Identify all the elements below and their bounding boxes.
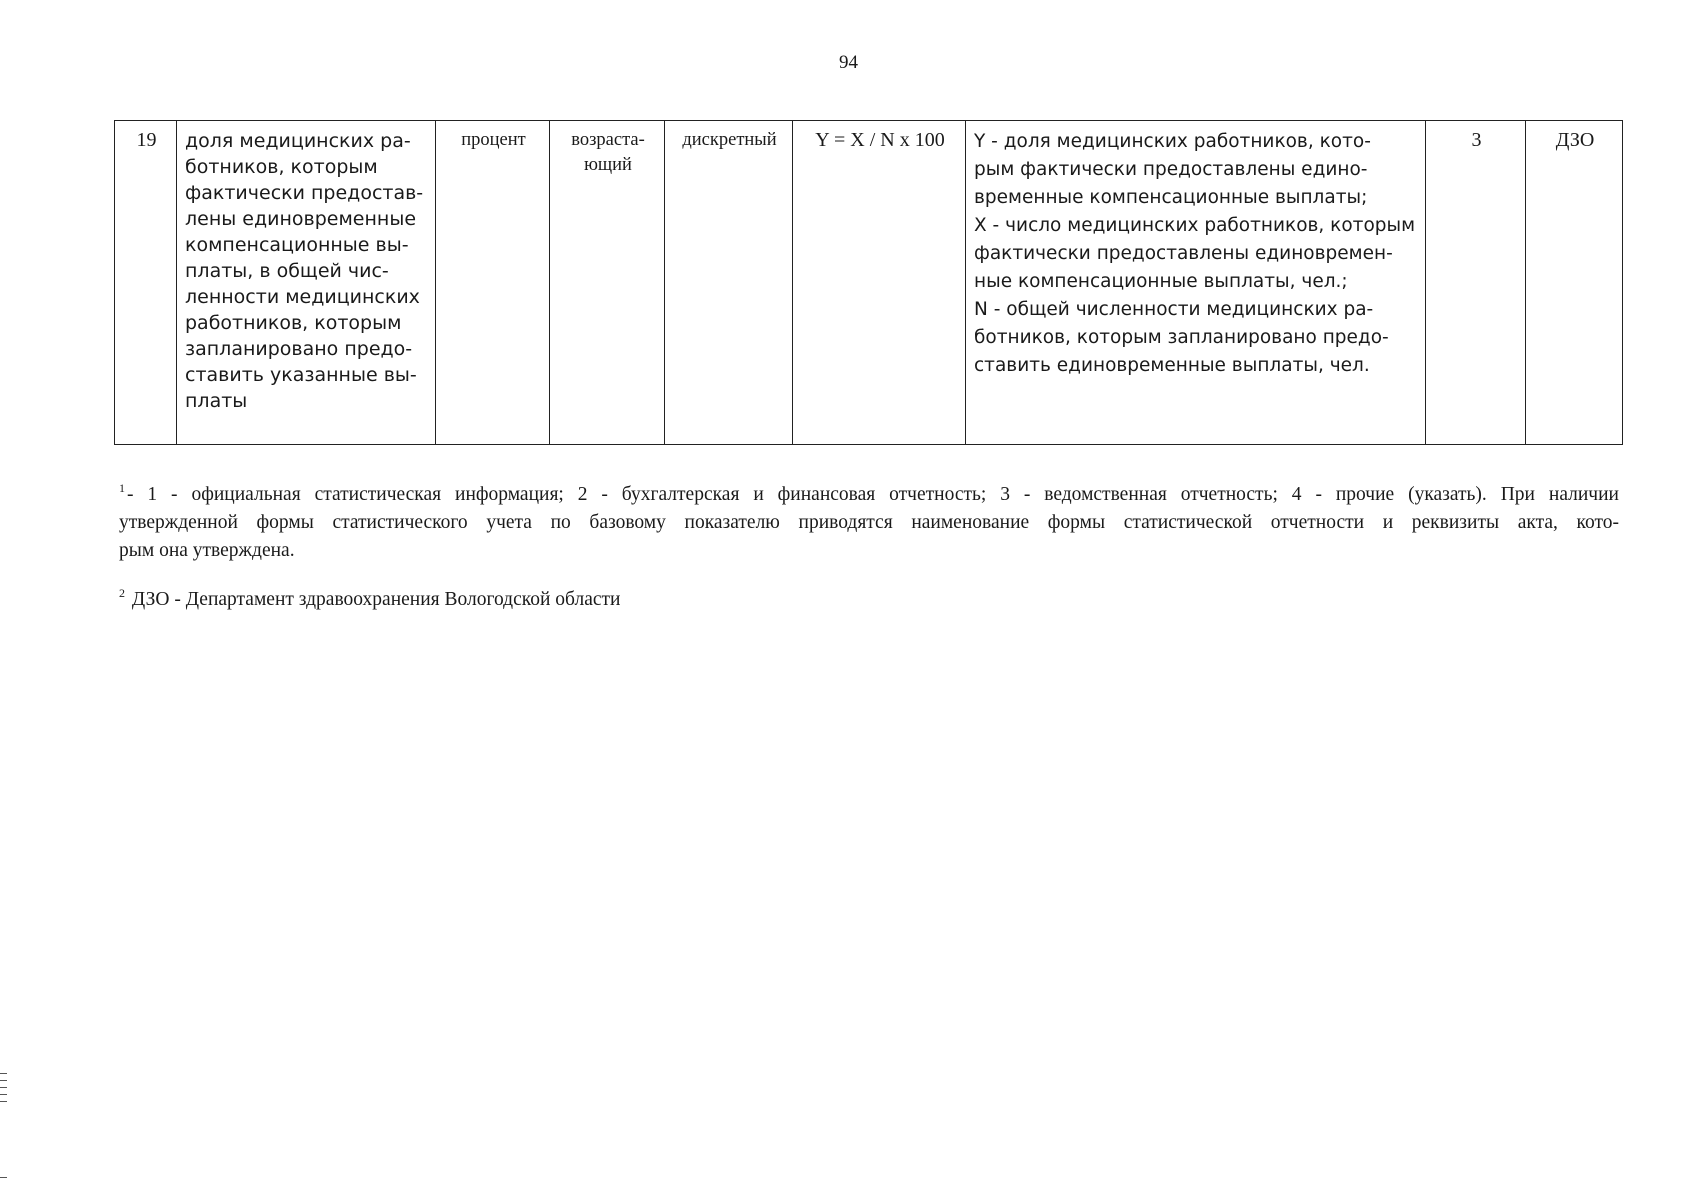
- scan-edge-mark: [0, 1177, 7, 1178]
- scan-edge-mark: [0, 1094, 7, 1095]
- footnote-1: [119, 474, 1619, 565]
- unit-cell: [436, 121, 550, 445]
- footnote-1-line: рым она утверждена.: [119, 540, 295, 561]
- method-line: рым фактически предоставлены едино-: [974, 159, 1368, 180]
- indicator-name-line: фактически предостав-: [185, 182, 424, 204]
- footnote-2-marker: 2: [119, 586, 125, 600]
- method-line: временные компенсационные выплаты;: [974, 187, 1368, 208]
- method-line: фактически предоставлены единовремен-: [974, 243, 1393, 264]
- indicator-name-line: лены единовременные: [185, 208, 417, 230]
- data-source-cell: [1426, 121, 1526, 445]
- formula-cell: [793, 121, 966, 445]
- formula-text: Y = X / N x 100: [815, 129, 945, 151]
- method-line: Y - доля медицинских работников, кото-: [974, 131, 1371, 152]
- table-row: [115, 121, 1623, 445]
- data-source: 3: [1471, 129, 1482, 151]
- responsible-cell: [1526, 121, 1623, 445]
- method-line: ботников, которым запланировано предо-: [974, 327, 1389, 348]
- scan-edge-mark: [0, 1080, 7, 1081]
- indicator-name-line: компенсационные вы-: [185, 234, 409, 256]
- indicator-name-line: платы: [185, 390, 248, 412]
- indicator-name-line: ленности медицинских: [185, 286, 420, 308]
- scan-edge-mark: [0, 1101, 7, 1102]
- trend-line: возраста-: [571, 130, 645, 150]
- footnote-1-line: [119, 474, 1619, 509]
- footnotes: [119, 474, 1619, 628]
- scan-edge-mark: [0, 1073, 7, 1074]
- footnote-1-marker: 1: [119, 481, 125, 495]
- indicator-name-line: работников, которым: [185, 312, 402, 334]
- indicator-type-cell: [665, 121, 793, 445]
- method-line: ные компенсационные выплаты, чел.;: [974, 271, 1348, 292]
- indicator-name-line: доля медицинских ра-: [185, 130, 411, 152]
- footnote-1-line: утвержденной формы статистического учета по базовому показателю приводятся наименование формы статистической отчетности и реквизиты акта, кото-: [119, 512, 1619, 533]
- unit-text: процент: [461, 130, 526, 150]
- indicator-name-line: запланировано предо-: [185, 338, 413, 360]
- method-line: N - общей численности медицинских ра-: [974, 299, 1374, 320]
- calculation-method-cell: [966, 121, 1426, 445]
- row-number-cell: [115, 121, 177, 445]
- trend-cell: [550, 121, 665, 445]
- footnote-2: [119, 579, 1619, 614]
- footnote-2-line: [119, 579, 1619, 614]
- responsible-body: ДЗО: [1555, 129, 1595, 151]
- indicator-table: [114, 120, 1623, 445]
- indicator-name-line: платы, в общей чис-: [185, 260, 389, 282]
- method-line: X - число медицинских работников, которым: [974, 215, 1416, 236]
- footnote-2-text: ДЗО - Департамент здравоохранения Вологодской области: [131, 589, 621, 610]
- method-line: ставить единовременные выплаты, чел.: [974, 355, 1370, 376]
- indicator-name-line: ставить указанные вы-: [185, 364, 417, 386]
- indicator-name-cell: [177, 121, 436, 445]
- page-number: 94: [839, 52, 858, 73]
- row-number: 19: [136, 129, 157, 151]
- indicator-name-line: ботников, которым: [185, 156, 378, 178]
- trend-line: ющий: [584, 155, 632, 175]
- footnote-1-text: - 1 - официальная статистическая информация; 2 - бухгалтерская и финансовая отчетность; 3 - ведомственная отчетность; 4 - прочие (указать). При наличии: [127, 484, 1619, 505]
- scan-edge-mark: [0, 1087, 7, 1088]
- indicator-type: дискретный: [682, 130, 777, 150]
